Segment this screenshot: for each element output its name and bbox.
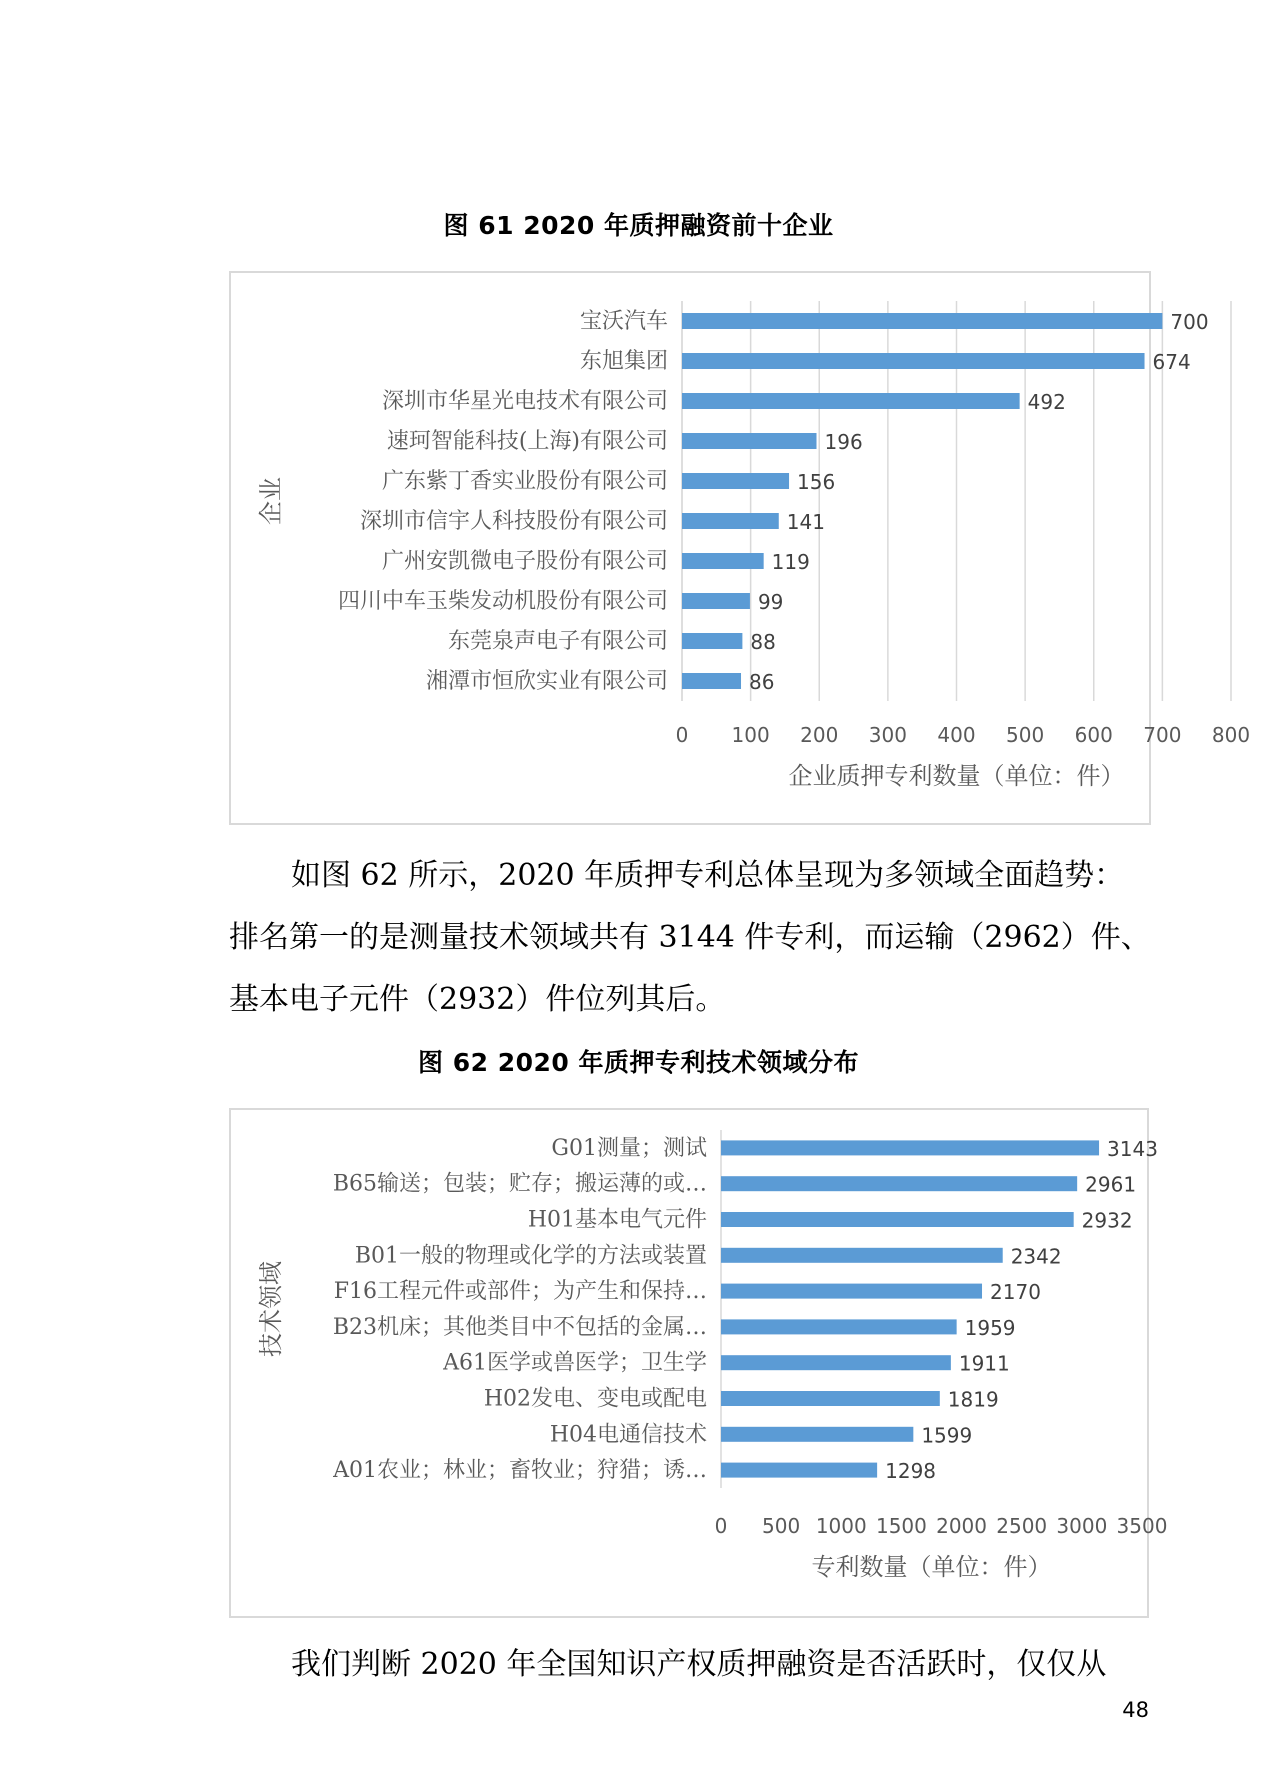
figure62-chart	[231, 1110, 1168, 1616]
fig61-data-label: 196	[824, 430, 863, 454]
fig62-tick-label: 3500	[1116, 1514, 1168, 1538]
page-number: 48	[1122, 1698, 1149, 1722]
figure62-chart-frame	[229, 1108, 1168, 1618]
fig61-data-label: 674	[1152, 350, 1191, 374]
fig61-data-label: 156	[797, 470, 836, 494]
fig61-category-label: 四川中车玉柴发动机股份有限公司	[337, 589, 668, 614]
figure61-chart-frame	[229, 271, 1251, 825]
fig61-bar	[682, 673, 741, 689]
fig61-data-label: 700	[1170, 310, 1209, 334]
fig61-bar	[682, 633, 742, 649]
fig61-data-label: 492	[1027, 390, 1066, 414]
fig61-bar	[682, 473, 789, 489]
fig61-tick-label: 200	[800, 723, 839, 747]
fig61-category-label: 速珂智能科技(上海)有限公司	[386, 429, 668, 454]
figure61-chart	[231, 273, 1251, 823]
fig61-category-label: 宝沃汽车	[579, 309, 668, 334]
fig61-data-label: 88	[750, 630, 776, 654]
fig62-tick-label: 0	[714, 1514, 728, 1538]
fig62-category-label: H04电通信技术	[549, 1422, 707, 1448]
fig62-data-label: 2342	[1010, 1244, 1062, 1269]
fig62-bar	[721, 1248, 1003, 1263]
fig62-tick-label: 1500	[875, 1514, 927, 1538]
fig62-category-label: B65输送；包装；贮存；搬运薄的或…	[332, 1171, 707, 1197]
fig62-bar	[721, 1284, 982, 1299]
fig62-data-label: 1911	[958, 1351, 1010, 1376]
fig62-bar	[721, 1427, 913, 1442]
fig61-bar	[682, 513, 779, 529]
fig61-data-label: 119	[771, 550, 810, 574]
fig61-tick-label: 800	[1211, 723, 1251, 747]
fig61-y-axis-title: 企业	[257, 477, 285, 525]
fig61-tick-label: 300	[868, 723, 907, 747]
fig61-tick-label: 500	[1006, 723, 1045, 747]
fig62-bar	[721, 1176, 1077, 1191]
fig62-category-label: B23机床；其他类目中不包括的金属…	[332, 1314, 707, 1340]
fig62-bar	[721, 1391, 940, 1406]
paragraph-1-line: 如图 62 所示，2020 年质押专利总体呈现为多领域全面趋势：	[291, 858, 1125, 893]
fig62-data-label: 1298	[885, 1459, 937, 1484]
fig61-bar	[682, 353, 1145, 369]
fig61-bar	[682, 593, 750, 609]
fig61-tick-label: 700	[1143, 723, 1182, 747]
fig62-category-label: B01一般的物理或化学的方法或装置	[354, 1243, 707, 1269]
figure61-caption: 图 61 2020 年质押融资前十企业	[443, 211, 834, 240]
fig61-bar	[682, 393, 1020, 409]
fig62-data-label: 1819	[947, 1387, 999, 1412]
fig61-data-label: 99	[757, 590, 784, 614]
fig62-category-label: A61医学或兽医学；卫生学	[443, 1350, 707, 1376]
fig62-tick-label: 3000	[1056, 1514, 1108, 1538]
fig61-data-label: 141	[786, 510, 825, 534]
fig62-data-label: 2961	[1085, 1172, 1137, 1197]
fig62-category-label: H02发电、变电或配电	[483, 1386, 707, 1412]
fig62-data-label: 1959	[964, 1315, 1016, 1340]
fig62-category-label: F16工程元件或部件；为产生和保持…	[333, 1279, 707, 1305]
fig61-bar	[682, 553, 764, 569]
fig61-data-label: 86	[749, 670, 775, 694]
fig62-data-label: 2170	[990, 1280, 1041, 1305]
fig62-bar	[721, 1463, 877, 1478]
fig62-y-axis-title: 技术领域	[257, 1261, 285, 1357]
fig62-category-label: G01测量；测试	[551, 1135, 707, 1161]
fig61-tick-label: 600	[1074, 723, 1113, 747]
paragraph-2	[229, 1634, 1149, 1696]
fig62-category-label: A01农业；林业；畜牧业；狩猎；诱…	[333, 1458, 707, 1484]
fig61-category-label: 深圳市华星光电技术有限公司	[381, 389, 668, 414]
paragraph-1	[229, 845, 1149, 1031]
fig62-bar	[721, 1319, 957, 1334]
paragraph-2-line: 我们判断 2020 年全国知识产权质押融资是否活跃时，仅仅从	[291, 1647, 1107, 1682]
fig62-x-axis-title: 专利数量（单位：件）	[811, 1553, 1052, 1581]
fig62-tick-label: 1000	[815, 1514, 867, 1538]
fig62-tick-label: 2000	[936, 1514, 988, 1538]
figure62-caption: 图 62 2020 年质押专利技术领域分布	[418, 1048, 859, 1077]
fig61-category-label: 湘潭市恒欣实业有限公司	[425, 669, 668, 694]
fig61-tick-label: 100	[731, 723, 770, 747]
fig62-bar	[721, 1355, 951, 1370]
fig61-bar	[682, 433, 817, 449]
fig61-category-label: 广东紫丁香实业股份有限公司	[381, 469, 668, 494]
fig62-tick-label: 2500	[996, 1514, 1048, 1538]
fig62-bar	[721, 1212, 1074, 1227]
fig62-data-label: 1599	[921, 1423, 973, 1448]
paragraph-1-line: 基本电子元件（2932）件位列其后。	[229, 982, 726, 1017]
fig61-category-label: 东旭集团	[579, 349, 668, 374]
paragraph-1-line: 排名第一的是测量技术领域共有 3144 件专利，而运输（2962）件、	[229, 920, 1151, 955]
fig61-category-label: 东莞泉声电子有限公司	[447, 629, 668, 654]
fig62-bar	[721, 1140, 1099, 1155]
fig62-category-label: H01基本电气元件	[527, 1207, 707, 1233]
fig62-data-label: 3143	[1107, 1136, 1158, 1161]
fig61-x-axis-title: 企业质押专利数量（单位：件）	[788, 762, 1125, 790]
fig61-bar	[682, 313, 1162, 329]
fig62-tick-label: 500	[762, 1514, 801, 1538]
fig61-category-label: 深圳市信宇人科技股份有限公司	[359, 509, 668, 534]
fig62-data-label: 2932	[1081, 1208, 1133, 1233]
fig61-category-label: 广州安凯微电子股份有限公司	[381, 549, 668, 574]
fig61-tick-label: 0	[675, 723, 689, 747]
fig61-tick-label: 400	[937, 723, 976, 747]
